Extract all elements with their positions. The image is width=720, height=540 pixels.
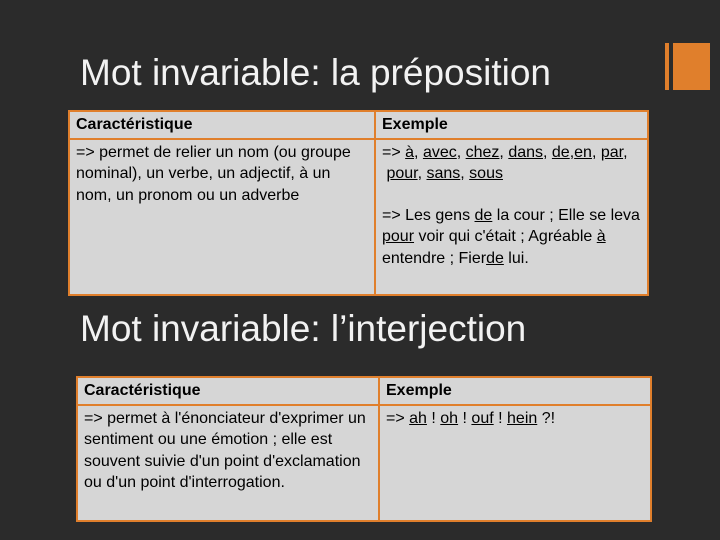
preposition-word: avec: [422, 143, 457, 161]
accent-bar: [665, 43, 669, 90]
interjection-word: ouf: [471, 409, 494, 427]
header-example: Exemple: [375, 111, 648, 139]
example-cell: => ah ! oh ! ouf ! hein ?!: [379, 405, 651, 521]
interjection-word: hein: [507, 409, 538, 427]
preposition-word: par: [600, 143, 624, 161]
interjection-table: [76, 376, 652, 522]
interjection-word: oh: [440, 409, 459, 427]
characteristic-cell: => permet de relier un nom (ou groupe nominal), un verbe, un adjectif, à un nom, un pronom ou un adverbe: [69, 139, 375, 295]
section-title-preposition: Mot invariable: la préposition: [80, 52, 551, 93]
header-characteristic: Caractéristique: [77, 377, 379, 405]
preposition-list: => à, avec, chez, dans, de,en, par, pour, sans, sous: [382, 143, 628, 182]
accent-block: [673, 43, 710, 90]
section-title-interjection: Mot invariable: l’interjection: [80, 308, 527, 349]
table-row: [77, 405, 651, 521]
preposition-word: pour: [386, 165, 418, 182]
list-prefix: =>: [382, 143, 406, 161]
preposition-word: de: [551, 143, 570, 161]
preposition-table: [68, 110, 649, 296]
header-example: Exemple: [379, 377, 651, 405]
table-header-row: [69, 111, 648, 139]
preposition-word: chez: [465, 143, 500, 161]
preposition-word: dans: [508, 143, 544, 161]
preposition-word: à: [405, 143, 415, 161]
preposition-word: en: [574, 143, 592, 161]
example-cell: [375, 139, 648, 295]
header-characteristic: Caractéristique: [69, 111, 375, 139]
preposition-word: sans: [426, 165, 461, 182]
interjection-word: ah: [409, 409, 427, 427]
characteristic-cell: => permet à l'énonciateur d'exprimer un sentiment ou une émotion ; elle est souvent suivie d'un point d'exclamation ou d'un point d'interrogation.: [77, 405, 379, 521]
table-row: [69, 139, 648, 295]
preposition-word: sous: [469, 165, 503, 182]
table-header-row: [77, 377, 651, 405]
example-sentences: => Les gens de la cour ; Elle se leva pour voir qui c'était ; Agréable à entendre ; Fierde lui.: [382, 206, 640, 267]
